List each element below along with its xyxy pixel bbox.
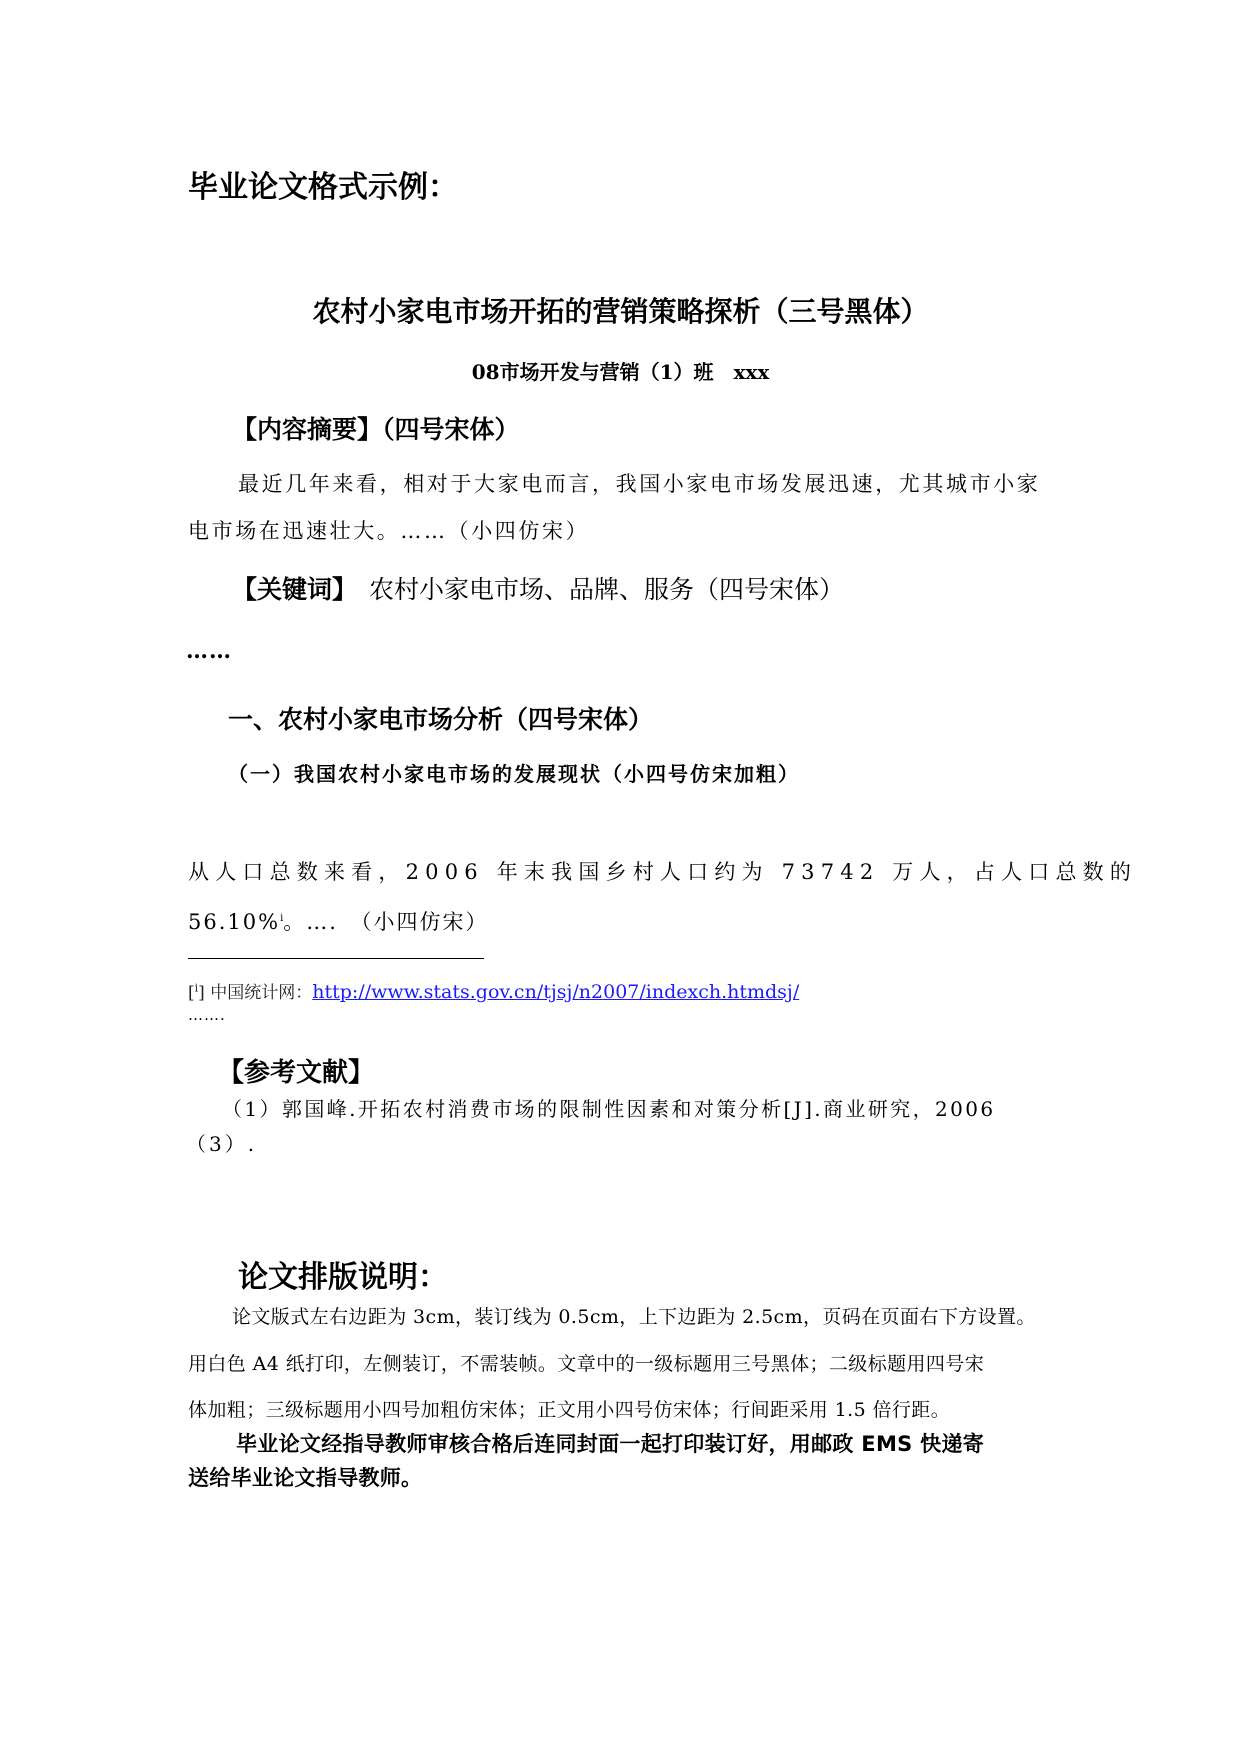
keywords-row: [232, 570, 844, 606]
references-label: 【参考文献】: [218, 1058, 375, 1088]
paper-title: 农村小家电市场开拓的营销策略探析（三号黑体）: [312, 295, 929, 328]
abstract-text-line: 电市场在迅速壮大。……（小四仿宋）: [188, 519, 590, 543]
footnote: [188, 978, 799, 1003]
layout-notes-line: 体加粗；三级标题用小四号加粗仿宋体；正文用小四号仿宋体；行间距采用 1.5 倍行距。: [188, 1399, 951, 1421]
footnote-source: 中国统计网：: [210, 983, 313, 1003]
keywords-label: 【关键词】: [232, 575, 358, 604]
reference-item: （1）郭国峰.开拓农村消费市场的限制性因素和对策分析[J].商业研究，2006: [222, 1097, 996, 1121]
layout-notes-heading: 论文排版说明：: [238, 1260, 448, 1295]
body-paragraph-line: 56.10%$^i$。…. （小四仿宋）: [188, 910, 489, 934]
abstract-text-line: 最近几年来看，相对于大家电而言，我国小家电市场发展迅速，尤其城市小家: [238, 472, 1041, 496]
abstract-label: 【内容摘要】（四号宋体）: [232, 415, 520, 444]
body-paragraph-line: 从人口总数来看，2006 年末我国乡村人口约为 73742 万人，占人口总数的: [188, 860, 1138, 884]
footnote-link[interactable]: http://www.stats.gov.cn/tjsj/n2007/indexch.htmdsj/: [312, 981, 800, 1003]
subsection-title: （一）我国农村小家电市场的发展现状（小四号仿宋加粗）: [228, 762, 800, 786]
layout-notes-line: 论文版式左右边距为 3cm，装订线为 0.5cm，上下边距为 2.5cm，页码在页面右下方设置。: [232, 1306, 1036, 1328]
footnote-separator: [188, 958, 484, 959]
submission-note-line: 送给毕业论文指导教师。: [188, 1466, 423, 1490]
class-line: 08市场开发与营销（1）班 xxx: [471, 360, 770, 384]
footnote-reference[interactable]: i: [280, 913, 284, 924]
section-title: 一、农村小家电市场分析（四号宋体）: [228, 705, 654, 734]
keywords-value: 农村小家电市场、品牌、服务（四号宋体）: [369, 575, 845, 604]
layout-notes-line: 用白色 A4 纸打印，左侧装订，不需装帧。文章中的一级标题用三号黑体；二级标题用四号宋: [188, 1353, 985, 1375]
ellipsis: …….: [188, 1006, 226, 1024]
example-heading: 毕业论文格式示例：: [188, 170, 458, 205]
reference-item-continuation: （3）.: [186, 1132, 258, 1156]
footnote-marker: [$^i$]: [188, 981, 205, 1003]
ellipsis: ……: [186, 638, 232, 664]
submission-note-line: 毕业论文经指导教师审核合格后连同封面一起打印装订好，用邮政 EMS 快递寄: [236, 1432, 985, 1456]
